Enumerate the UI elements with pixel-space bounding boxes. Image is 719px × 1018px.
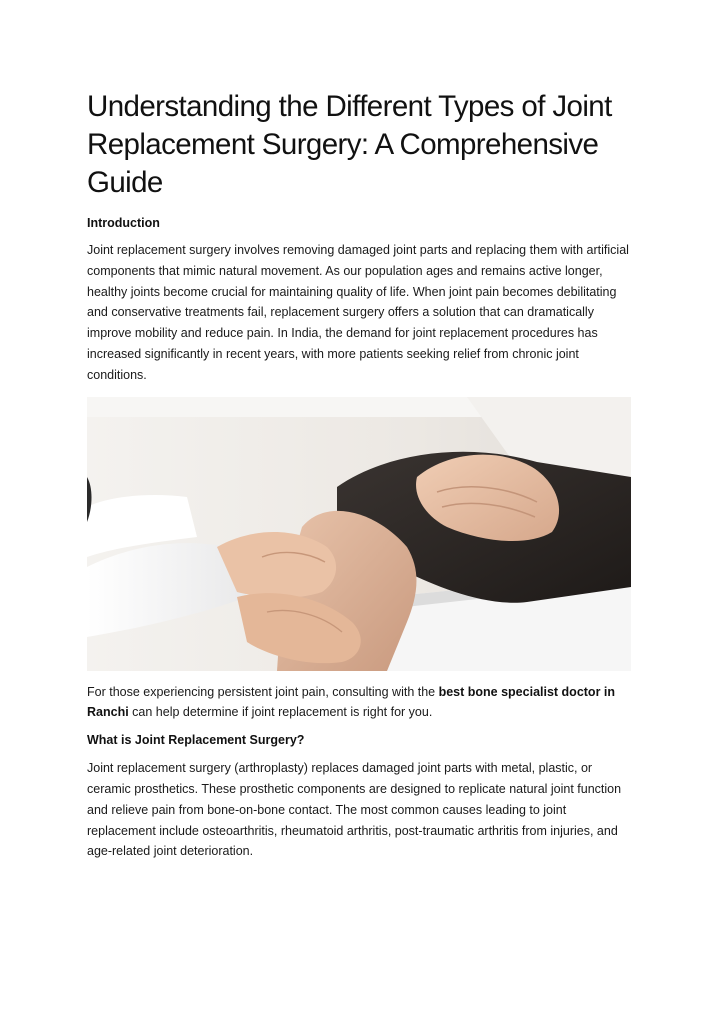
consult-text-before: For those experiencing persistent joint pain, consulting with the <box>87 684 439 699</box>
what-is-heading: What is Joint Replacement Surgery? <box>87 733 305 748</box>
introduction-heading: Introduction <box>87 216 160 230</box>
consult-paragraph <box>87 682 635 724</box>
bone-specialist-link: best bone specialist doctor in Ranchi <box>87 684 616 720</box>
introduction-paragraph: Joint replacement surgery involves removing damaged joint parts and replacing them with artificial components that mimic natural movement. As our population ages and remains active longer, healthy joints become crucial for maintaining quality of life. When joint pain becomes debilitating and conservative treatments fail, replacement surgery offers a solution that can dramatically improve mobility and reduce pain. In India, the demand for joint replacement procedures has increased significantly in recent years, with more patients seeking relief from chronic joint conditions. <box>87 243 629 382</box>
consult-text-after: can help determine if joint replacement is right for you. <box>128 705 433 720</box>
document-page <box>87 88 635 862</box>
knee-examination-photo <box>87 397 631 671</box>
document-title: Understanding the Different Types of Joint Replacement Surgery: A Comprehensive Guide <box>87 90 612 199</box>
what-is-paragraph: Joint replacement surgery (arthroplasty) replaces damaged joint parts with metal, plastic, or ceramic prosthetics. These prosthetic components are designed to replicate natural joint function and relieve pain from bone-on-bone contact. The most common causes leading to joint replacement include osteoarthritis, rheumatoid arthritis, post-traumatic arthritis from injuries, and age-related joint deterioration. <box>87 761 622 859</box>
